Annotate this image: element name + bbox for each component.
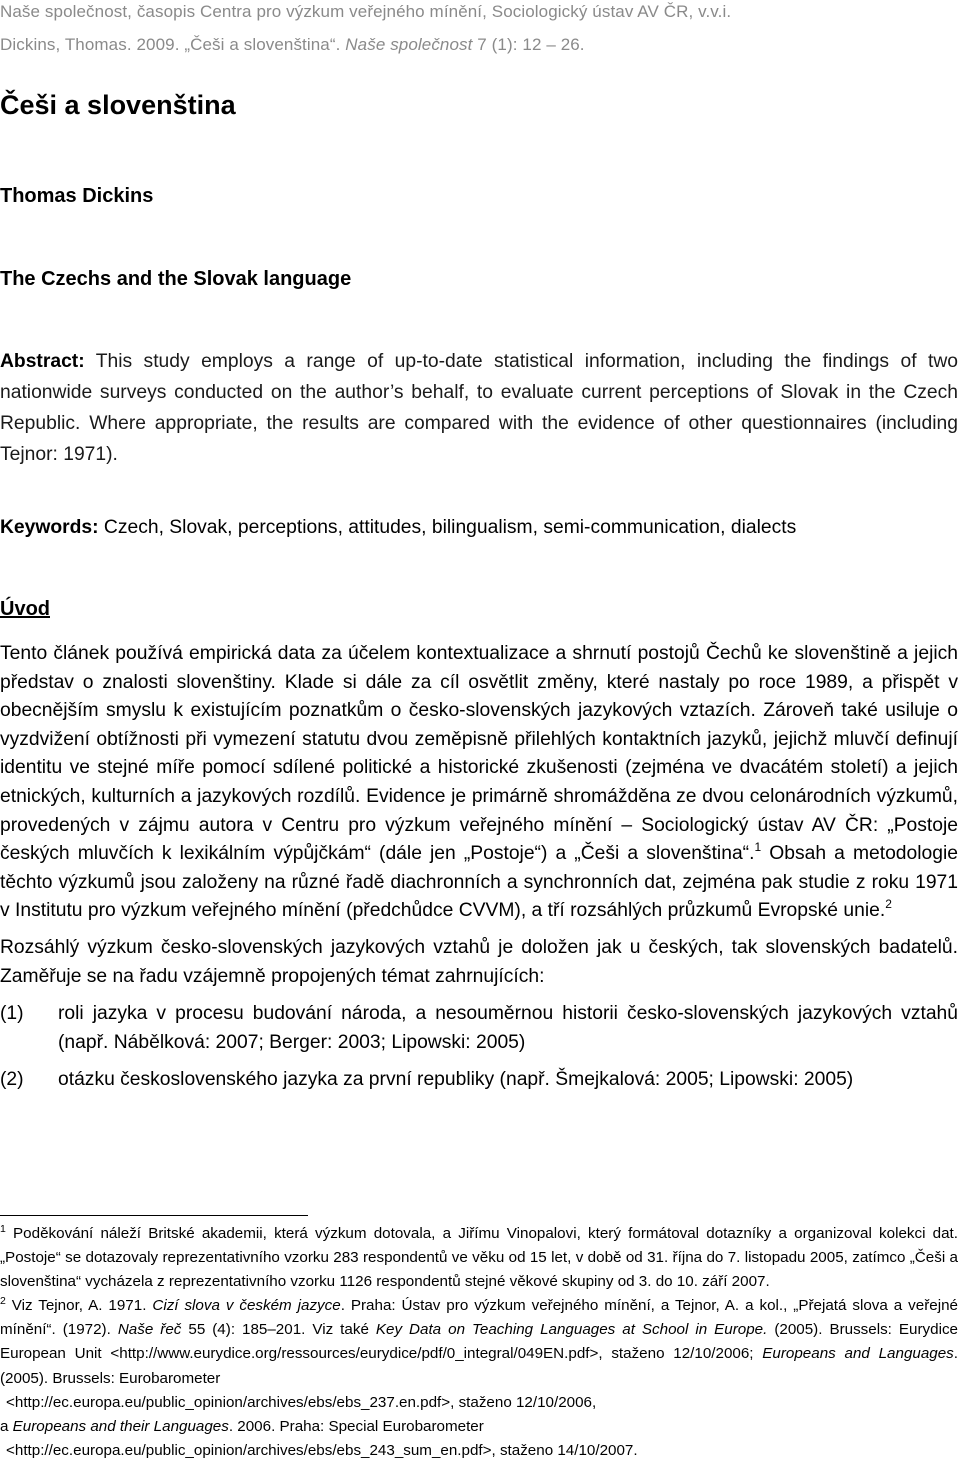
footnotes bbox=[0, 1222, 958, 1463]
footnote-1-number: 1 bbox=[0, 1223, 6, 1235]
footnote-2-text: . (2005). Brussels: Eurobarometer bbox=[0, 1345, 959, 1387]
paragraph-1 bbox=[0, 640, 958, 926]
footnote-2-text: a bbox=[0, 1417, 13, 1435]
paragraph-1-text-b: Obsah a metodologie těchto výzkumů jsou založeny na různé řadě diachronních a synchronních dat, zejména pak studie z roku 1971 v Institutu pro výzkum veřejného mínění (předchůdce CVVM), a tří rozsáhlých průzkumů Evropské unie. bbox=[0, 843, 958, 922]
footnote-2-line bbox=[0, 1415, 958, 1439]
footnote-2-text: 55 (4): 185–201. Viz také bbox=[181, 1321, 376, 1339]
abstract-text: This study employs a range of up-to-date statistical information, including the findings of two nationwide surveys conducted on the author’s behalf, to evaluate current perceptions of Slovak in the Czech Republic. Where appropriate, the results are compared with the evidence of other questionnaires (including Tejnor: 1971). bbox=[0, 351, 958, 465]
footnote-2-url-line[interactable]: <http://ec.europa.eu/public_opinion/archives/ebs/ebs_243_sum_en.pdf>, staženo 14/10/2007. bbox=[6, 1441, 638, 1459]
footnote-2-italic: Cizí slova v českém jazyce bbox=[152, 1297, 341, 1315]
paragraph-2: Rozsáhlý výzkum česko-slovenských jazykových vztahů je doložen jak u českých, tak slovenských badatelů. Zaměřuje se na řadu vzájemně propojených témat zahrnujících: bbox=[0, 936, 958, 987]
footnote-separator bbox=[0, 1215, 308, 1216]
english-title: The Czechs and the Slovak language bbox=[0, 268, 352, 290]
footnote-2-text: Viz Tejnor, A. 1971. bbox=[5, 1297, 153, 1315]
keywords bbox=[0, 517, 796, 539]
citation-line bbox=[0, 35, 585, 55]
footnote-2-text: (2005). Brussels: Eurydice European Unit <http://www.eurydice.org/ressources/eurydice/pdf/0_integral/049EN.pdf>, staženo 12/10/2006; bbox=[0, 1321, 958, 1363]
list-item bbox=[0, 1000, 958, 1057]
footnote-ref-1[interactable]: 1 bbox=[754, 840, 762, 855]
footnote-2-text: . 2006. Praha: Special Eurobarometer bbox=[228, 1417, 484, 1435]
footnote-2-italic: Europeans and Languages bbox=[762, 1345, 954, 1363]
article-title: Češi a slovenština bbox=[0, 90, 236, 120]
footnote-1-text: Poděkování náleží Britské akademii, která výzkum dotovala, a Jiřímu Vinopalovi, který formátoval dotazníky a organizoval kolekci dat. „Postoje“ se dotazovaly reprezentativního vzorku 283 respondentů ve věku od 15 let, v době od 31. října do 7. listopadu 2005, zatímco „Češi a slovenština“ vycházela z reprezentativního vzorku 1126 respondentů stejné věkové skupiny od 3. do 10. září 2007. bbox=[0, 1225, 958, 1291]
list-item bbox=[0, 1066, 958, 1095]
citation-suffix: 7 (1): 12 – 26. bbox=[472, 35, 585, 54]
citation-prefix: Dickins, Thomas. 2009. „Češi a slovenština“. bbox=[0, 35, 346, 54]
footnote-2-italic: Naše řeč bbox=[117, 1321, 182, 1339]
footnote-ref-2[interactable]: 2 bbox=[885, 897, 892, 912]
abstract-label: Abstract: bbox=[0, 351, 85, 372]
list-item-number: (1) bbox=[0, 1003, 24, 1025]
citation-journal: Naše společnost bbox=[345, 35, 473, 54]
list-item-text: otázku československého jazyka za první republiky (např. Šmejkalová: 2005; Lipowski: 2005) bbox=[58, 1069, 854, 1091]
footnote-2-text: . Praha: Ústav pro výzkum veřejného mínění, a Tejnor, A. a kol., „Přejatá slova a veřejné mínění“. (1972). bbox=[0, 1297, 958, 1339]
journal-header: Naše společnost, časopis Centra pro výzkum veřejného mínění, Sociologický ústav AV ČR, v.v.i. bbox=[0, 2, 732, 21]
keywords-label: Keywords: bbox=[0, 517, 99, 538]
footnote-2-number: 2 bbox=[0, 1295, 6, 1308]
list-item-text: roli jazyka v procesu budování národa, a nesouměrnou historii česko-slovenských jazykových vztahů (např. Nábělková: 2007; Berger: 2003; Lipowski: 2005) bbox=[58, 1003, 958, 1053]
article-author: Thomas Dickins bbox=[0, 185, 154, 207]
paragraph-1-text-a: Tento článek používá empirická data za účelem kontextualizace a shrnutí postojů Čechů ke slovenštině a jejich představ o znalosti slovenštiny. Klade si dále za cíl osvětlit změny, které nastaly po roce 1989, a přispět v obecnějším smyslu k existujícím poznatkům o česko-slovenských jazykových vztazích. Zároveň také usiluje o vyzdvižení obtížnosti při vymezení statutu dvou zeměpisně přilehlých kontaktních jazyků, jejichž mluvčí definují identitu ve stejné míře pomocí sdílené politické a historické zkušenosti (zejména ve dvacátém století) a jejich etnických, kulturních a jazykových rozdílů. Evidence je primárně shromážděna ze dvou celonárodních výzkumů, provedených v zájmu autora v Centru pro výzkum veřejného mínění – Sociologický ústav AV ČR: „Postoje českých mluvčích k lexikálním výpůjčkám“ (dále jen „Postoje“) a „Češi a slovenština“. bbox=[0, 643, 958, 865]
abstract bbox=[0, 346, 958, 470]
footnote-1 bbox=[0, 1222, 958, 1294]
footnote-2-italic: Key Data on Teaching Languages at School in Europe. bbox=[375, 1321, 768, 1339]
article-body bbox=[0, 640, 958, 1095]
keywords-text: Czech, Slovak, perceptions, attitudes, bilingualism, semi-communication, dialects bbox=[98, 517, 797, 538]
section-heading: Úvod bbox=[0, 598, 50, 620]
footnote-2-url-line[interactable]: <http://ec.europa.eu/public_opinion/archives/ebs/ebs_237.en.pdf>, staženo 12/10/2006, bbox=[6, 1393, 597, 1411]
list-item-number: (2) bbox=[0, 1069, 24, 1091]
footnote-2-italic: Europeans and their Languages bbox=[12, 1417, 229, 1435]
footnote-2 bbox=[0, 1294, 958, 1390]
